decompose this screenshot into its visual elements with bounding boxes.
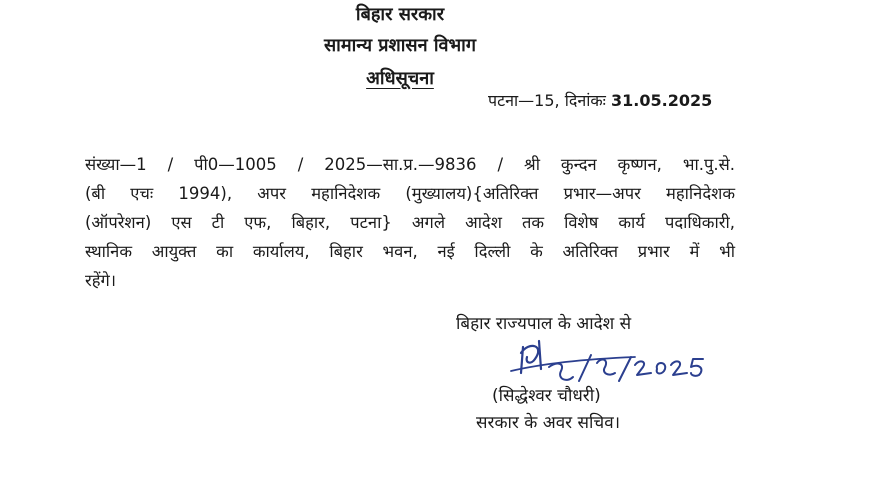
dateline-date: 31.05.2025 — [611, 91, 713, 110]
body-line: (ऑपरेशन) एस टी एफ, बिहार, पटना} अगले आदेश तक विशेष कार्य पदाधिकारी, — [85, 213, 735, 232]
notification-body — [85, 150, 735, 295]
body-line: (बी एचः 1994), अपर महानिदेशक (मुख्यालय){अतिरिक्त प्रभार—अपर महानिदेशक — [85, 184, 735, 203]
body-line: रहेंगे। — [85, 271, 117, 290]
handwritten-signature — [505, 333, 735, 393]
body-line: स्थानिक आयुक्त का कार्यालय, बिहार भवन, नई दिल्ली के अतिरिक्त प्रभार में भी — [85, 242, 735, 261]
signer-name: (सिद्धेश्वर चौधरी) — [492, 386, 601, 406]
order-line: बिहार राज्यपाल के आदेश से — [456, 314, 632, 334]
signer-designation: सरकार के अवर सचिव। — [476, 413, 621, 433]
notification-heading: अधिसूचना — [366, 68, 434, 89]
department-heading: सामान्य प्रशासन विभाग — [324, 35, 476, 56]
dateline — [488, 90, 712, 112]
dateline-place: पटना—15, दिनांकः — [488, 91, 606, 110]
body-line: संख्या—1 / पी0—1005 / 2025—सा.प्र.—9836 / श्री कुन्दन कृष्णन, भा.पु.से. — [85, 155, 735, 174]
government-heading: बिहार सरकार — [355, 4, 445, 25]
